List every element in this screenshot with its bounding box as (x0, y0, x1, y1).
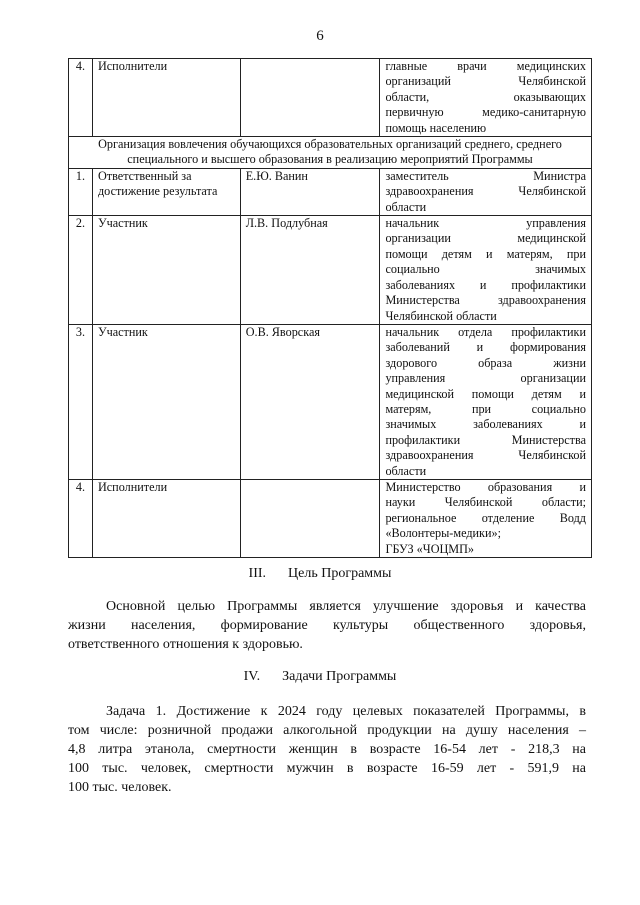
department-cell (380, 479, 592, 557)
department-line: профилактики Министерства (385, 432, 586, 447)
row-number-cell: 1. (69, 168, 93, 215)
table-row (69, 168, 592, 215)
role-cell: Ответственный за достижение результата (92, 168, 240, 215)
department-cell (380, 216, 592, 325)
paragraph-line: 100 тыс. человек, смертности мужчин в возрасте 16-59 лет - 591,9 на (68, 761, 586, 776)
department-line: заместитель Министра (385, 168, 586, 183)
table-row (69, 216, 592, 325)
page-number: 6 (316, 28, 324, 44)
role-cell: Исполнители (92, 479, 240, 557)
table-row (69, 479, 592, 557)
department-line: Челябинской области (385, 308, 497, 323)
department-line: медицинской помощи детям и (385, 386, 586, 401)
name-cell: Л.В. Подлубная (240, 216, 380, 325)
department-line: Министерство образования и (385, 479, 586, 494)
table-row (69, 59, 592, 137)
paragraph-text: Основной целью Программы является улучшение здоровья и качества (106, 599, 586, 614)
section-3-paragraph (68, 597, 586, 654)
section-4-heading (0, 669, 640, 685)
section-title-cell: Организация вовлечения обучающихся образовательных организаций среднего, среднего специального и высшего образования в реализацию мероприятий Программы (69, 137, 592, 169)
department-line: помощи детям и матерям, при (385, 246, 586, 261)
role-cell: Исполнители (92, 59, 240, 137)
department-line: социально значимых (385, 262, 586, 277)
department-line: области (385, 463, 427, 478)
department-line: организаций Челябинской (385, 74, 586, 89)
paragraph-line: том числе: розничной продажи алкогольной продукции на душу населения – (68, 723, 586, 738)
department-line: заболеваний и формирования (385, 340, 586, 355)
department-line: управления организации (385, 371, 586, 386)
row-number-cell: 2. (69, 216, 93, 325)
department-line: главные врачи медицинских (385, 59, 586, 73)
row-number-cell: 4. (69, 59, 93, 137)
paragraph-text: Задача 1. Достижение к 2024 году целевых показателей Программы, в (106, 704, 586, 719)
department-line: начальник отдела профилактики (385, 324, 586, 339)
department-line: начальник управления (385, 216, 586, 231)
paragraph-line: 100 тыс. человек. (68, 780, 172, 795)
paragraph-line: ответственного отношения к здоровью. (68, 637, 303, 652)
department-cell (380, 324, 592, 479)
section-4-roman: IV. (243, 669, 261, 684)
department-line: области (385, 199, 427, 214)
name-cell: Е.Ю. Ванин (240, 168, 380, 215)
paragraph-line: 4,8 литра этанола, смертности женщин в возрасте 16-54 лет - 218,3 на (68, 742, 586, 757)
department-line: здорового образа жизни (385, 355, 586, 370)
paragraph-line (68, 597, 586, 616)
row-number-cell: 3. (69, 324, 93, 479)
section-3-title: Цель Программы (288, 566, 392, 581)
department-line: области, оказывающих (385, 89, 586, 104)
table-row (69, 324, 592, 479)
role-cell: Участник (92, 324, 240, 479)
paragraph-line (68, 702, 586, 721)
paragraph-line: жизни населения, формирование культуры общественного здоровья, (68, 618, 586, 633)
responsibility-table (68, 58, 592, 558)
section-3-roman: III. (248, 566, 267, 581)
department-line: «Волонтеры-медики»; (385, 526, 501, 541)
department-line: региональное отделение Водд (385, 510, 586, 525)
department-line: значимых заболеваниях и (385, 417, 586, 432)
table-section-row (69, 137, 592, 169)
department-line: помощь населению (385, 120, 487, 135)
department-line: Министерства здравоохранения (385, 293, 586, 308)
name-cell (240, 479, 380, 557)
name-cell: О.В. Яворская (240, 324, 380, 479)
department-cell (380, 59, 592, 137)
department-cell (380, 168, 592, 215)
department-line: матерям, при социально (385, 401, 586, 416)
department-line: науки Челябинской области; (385, 495, 586, 510)
table-top-rows (69, 59, 592, 137)
section-4-title: Задачи Программы (282, 669, 397, 684)
department-line: здравоохранения Челябинской (385, 448, 586, 463)
department-line: здравоохранения Челябинской (385, 184, 586, 199)
department-line: первичную медико-санитарную (385, 105, 586, 120)
department-line: организации медицинской (385, 231, 586, 246)
role-cell: Участник (92, 216, 240, 325)
department-line: заболеваниях и профилактики (385, 277, 586, 292)
name-cell (240, 59, 380, 137)
section-3-heading (0, 566, 640, 582)
department-line: ГБУЗ «ЧОЦМП» (385, 541, 475, 556)
table-main-rows (69, 168, 592, 557)
section-4-paragraph (68, 702, 586, 797)
row-number-cell: 4. (69, 479, 93, 557)
